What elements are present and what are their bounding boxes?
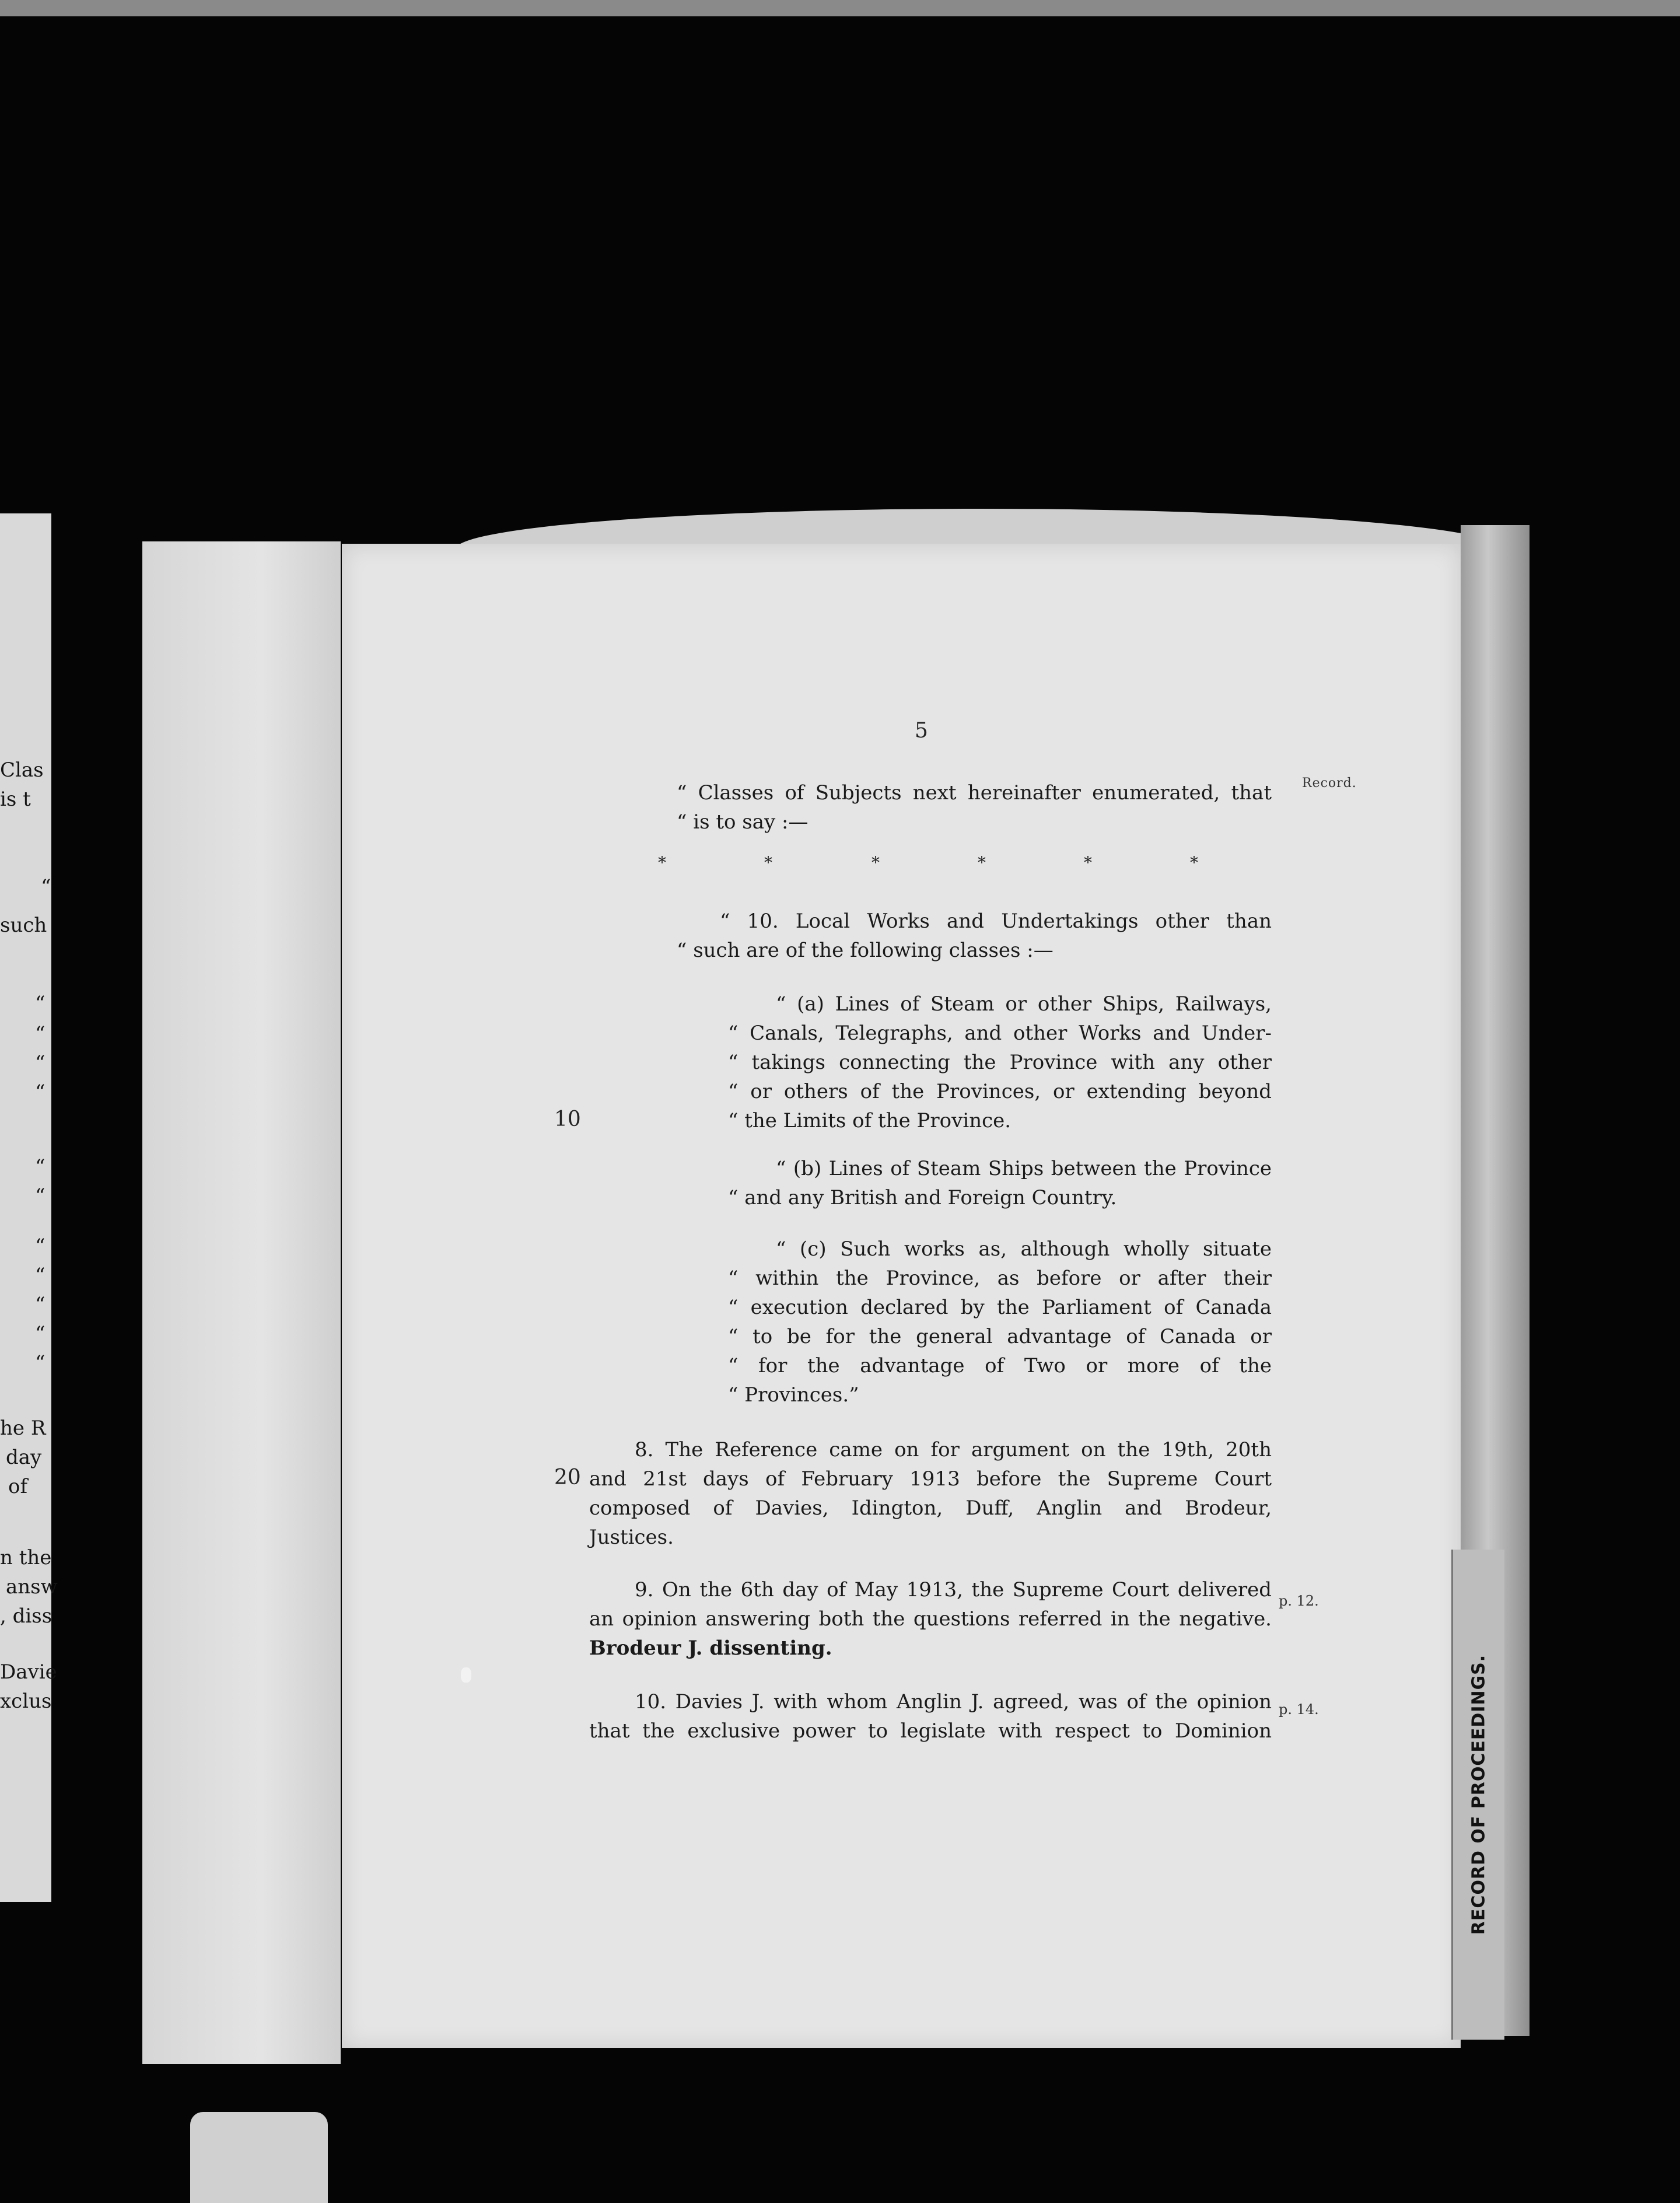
- left-fragment-text: Davie: [0, 1660, 57, 1684]
- ellipsis-star: *: [1190, 853, 1198, 872]
- text-line: “ or others of the Provinces, or extending beyond: [728, 1080, 1272, 1103]
- left-fragment-text: “: [35, 1022, 46, 1045]
- ellipsis-star: *: [978, 853, 986, 872]
- left-fragment-text: of: [8, 1475, 28, 1498]
- left-fragment-text: , diss: [0, 1604, 52, 1628]
- ellipsis-star: *: [658, 853, 666, 872]
- left-fragment-text: day: [6, 1446, 42, 1469]
- left-fragment-text: is t: [0, 788, 31, 811]
- page-reference: p. 14.: [1279, 1701, 1319, 1718]
- text-line: “ is to say :—: [677, 810, 808, 834]
- text-line: 10. Davies J. with whom Anglin J. agreed, was of the opinion: [635, 1690, 1272, 1714]
- line-number-marker: 10: [554, 1107, 581, 1131]
- left-fragment-text: “: [35, 1155, 46, 1179]
- ellipsis-star: *: [764, 853, 772, 872]
- text-line: an opinion answering both the questions referred in the negative.: [589, 1607, 1272, 1631]
- left-fragment-text: “: [35, 1184, 46, 1208]
- text-line: that the exclusive power to legislate with respect to Dominion: [589, 1719, 1272, 1743]
- text-line: Justices.: [589, 1526, 674, 1549]
- text-line: 8. The Reference came on for argument on the 19th, 20th: [635, 1438, 1272, 1461]
- text-line: “ Classes of Subjects next hereinafter enumerated, that: [677, 781, 1272, 805]
- line-number-marker: 20: [554, 1466, 581, 1489]
- page-reference: p. 12.: [1279, 1593, 1319, 1609]
- text-line: Brodeur J. dissenting.: [589, 1636, 832, 1660]
- ellipsis-star: *: [872, 853, 880, 872]
- left-fragment-text: “: [35, 1322, 46, 1345]
- margin-record-label: Record.: [1302, 776, 1357, 791]
- record-of-proceedings-tab: [1451, 1550, 1504, 2040]
- text-line: “ Provinces.”: [728, 1383, 859, 1407]
- left-fragment-text: “: [35, 992, 46, 1015]
- text-line: “ execution declared by the Parliament of Canada: [728, 1296, 1272, 1319]
- text-line: “ (c) Such works as, although wholly situate: [776, 1237, 1272, 1261]
- left-fragment-text: such: [0, 914, 47, 937]
- text-line: “ within the Province, as before or after their: [728, 1267, 1272, 1290]
- left-fragment-text: n the: [0, 1546, 52, 1569]
- text-line: “ 10. Local Works and Undertakings other than: [720, 910, 1272, 933]
- left-fragment-text: “: [35, 1351, 46, 1375]
- text-line: composed of Davies, Idington, Duff, Anglin and Brodeur,: [589, 1496, 1272, 1520]
- side-tab-label: RECORD OF PROCEEDINGS.: [1468, 1654, 1489, 1935]
- left-fragment-text: “: [35, 1293, 46, 1316]
- left-fragment-text: he R: [0, 1417, 46, 1440]
- text-line: “ takings connecting the Province with any other: [728, 1051, 1272, 1074]
- text-line: “ (a) Lines of Steam or other Ships, Railways,: [776, 992, 1272, 1016]
- bottom-scan-block: [190, 2112, 328, 2203]
- page-number: 5: [915, 719, 928, 743]
- text-line: “ for the advantage of Two or more of the: [728, 1354, 1272, 1377]
- blank-flyleaf: [142, 541, 341, 2064]
- text-line: “ and any British and Foreign Country.: [728, 1186, 1117, 1209]
- left-fragment-text: “: [35, 1264, 46, 1287]
- left-fragment-text: xclus: [0, 1690, 52, 1713]
- left-fragment-text: “: [35, 1051, 46, 1075]
- text-line: and 21st days of February 1913 before the Supreme Court: [589, 1467, 1272, 1491]
- left-fragment-text: “: [35, 1080, 46, 1104]
- text-line: “ such are of the following classes :—: [677, 939, 1054, 962]
- text-line: 9. On the 6th day of May 1913, the Supreme Court delivered: [635, 1578, 1272, 1601]
- left-fragment-text: “: [41, 875, 51, 898]
- text-line: “ to be for the general advantage of Canada or: [728, 1325, 1272, 1348]
- scan-top-strip: [0, 0, 1680, 16]
- text-line: “ (b) Lines of Steam Ships between the Province: [776, 1157, 1272, 1180]
- left-fragment-text: “: [35, 1235, 46, 1258]
- scan-speck: [461, 1667, 471, 1683]
- left-fragment-text: Clas: [0, 758, 44, 782]
- text-line: “ the Limits of the Province.: [728, 1109, 1012, 1132]
- left-fragment-text: answ: [6, 1575, 58, 1599]
- ellipsis-star: *: [1084, 853, 1092, 872]
- text-line: “ Canals, Telegraphs, and other Works and Under-: [728, 1022, 1272, 1045]
- left-page-fragment: [0, 513, 58, 1902]
